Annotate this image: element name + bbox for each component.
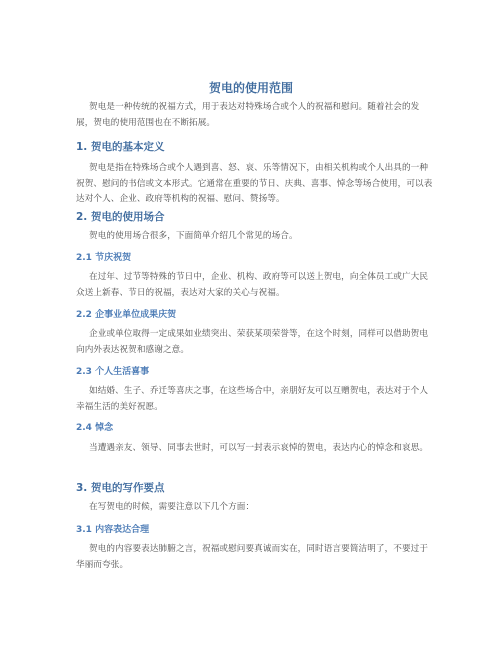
section-heading-occasions: 2. 贺电的使用场合 bbox=[76, 211, 165, 223]
intro-paragraph: 贺电是一种传统的祝福方式，用于表达对特殊场合或个人的祝福和慰问。随着社会的发展，贺电的使用范围也在不断拓展。 bbox=[76, 102, 420, 128]
section-body-writing: 在写贺电的时候，需要注意以下几个方面： bbox=[89, 502, 255, 512]
subsection-heading-content: 3.1 内容表达合理 bbox=[76, 525, 150, 535]
subsection-heading-festival: 2.1 节庆祝贺 bbox=[76, 253, 132, 263]
page-title: 贺电的使用范围 bbox=[208, 81, 293, 95]
section-heading-writing: 3. 贺电的写作要点 bbox=[76, 482, 165, 494]
section-heading-definition: 1. 贺电的基本定义 bbox=[76, 141, 165, 153]
subsection-body-mourning: 当遭遇亲友、领导、同事去世时，可以写一封表示哀悼的贺电，表达内心的悼念和哀思。 bbox=[89, 443, 429, 453]
subsection-body-achievement: 企业或单位取得一定成果如业绩突出、荣获某项荣誉等，在这个时刻，同样可以借助贺电向内外表达祝贺和感谢之意。 bbox=[76, 329, 429, 355]
subsection-body-content: 贺电的内容要表达肺腑之言，祝福或慰问要真诚而实在，同时语言要简洁明了，不要过于华丽而夸张。 bbox=[76, 544, 429, 570]
subsection-heading-mourning: 2.4 悼念 bbox=[76, 423, 114, 433]
section-body-definition: 贺电是指在特殊场合或个人遇到喜、怒、哀、乐等情况下，由相关机构或个人出具的一种祝贺、慰问的书信或文本形式。它通常在重要的节日、庆典、喜事、悼念等场合使用，可以表达对个人、企业、政府等机构的祝福、慰问、赞扬等。 bbox=[76, 163, 433, 204]
section-body-occasions: 贺电的使用场合很多，下面简单介绍几个常见的场合。 bbox=[89, 231, 298, 241]
subsection-heading-personal: 2.3 个人生活喜事 bbox=[76, 367, 150, 377]
subsection-heading-achievement: 2.2 企事业单位成果庆贺 bbox=[76, 310, 177, 320]
subsection-body-festival: 在过年、过节等特殊的节日中，企业、机构、政府等可以送上贺电，向全体员工或广大民众送上新春、节日的祝福，表达对大家的关心与祝福。 bbox=[76, 272, 429, 298]
subsection-body-personal: 如结婚、生子、乔迁等喜庆之事，在这些场合中，亲朋好友可以互赠贺电，表达对于个人幸福生活的美好祝愿。 bbox=[76, 386, 429, 412]
